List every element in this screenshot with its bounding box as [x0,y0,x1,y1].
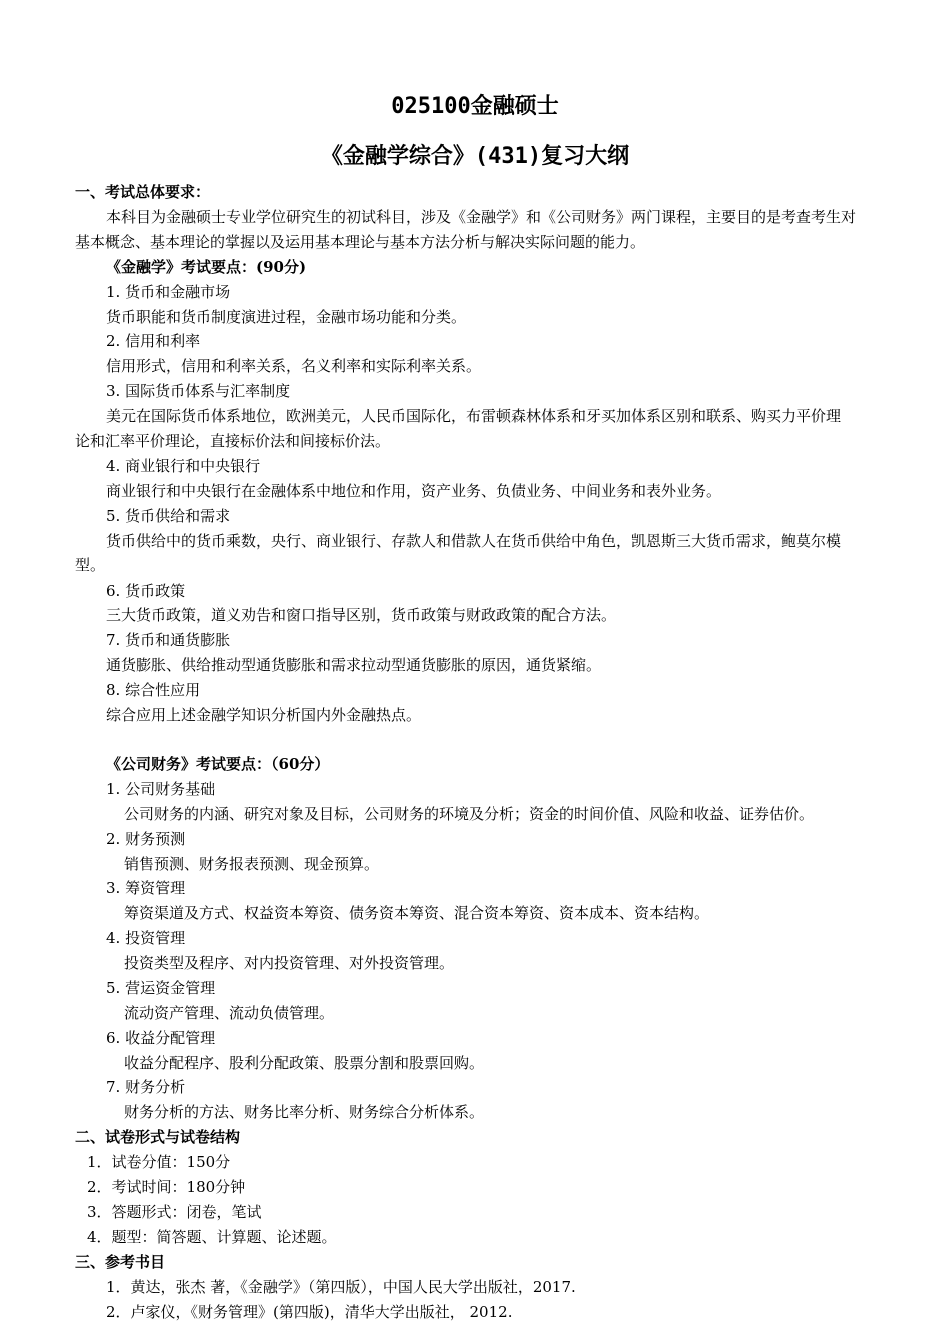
finance-item-title: 1. 货币和金融市场 [106,283,231,301]
reference-item: 2．卢家仪，《财务管理》(第四版)，清华大学出版社， 2012. [106,1303,513,1321]
section-heading-exam-format: 二、试卷形式与试卷结构 [75,1128,241,1146]
doc-title: 《金融学综合》(431)复习大纲 [320,144,630,169]
reference-item: 1．黄达，张杰 著，《金融学》（第四版），中国人民大学出版社，2017. [106,1278,576,1296]
doc-title-code: 025100金融硕士 [391,94,559,119]
corp-item-title: 6. 收益分配管理 [106,1029,216,1047]
finance-item-desc-cont: 论和汇率平价理论，直接标价法和间接标价法。 [75,432,391,450]
finance-item-desc: 商业银行和中央银行在金融体系中地位和作用，资产业务、负债业务、中间业务和表外业务。 [106,482,722,500]
finance-item-title: 2. 信用和利率 [106,332,201,350]
finance-item-desc: 三大货币政策，道义劝告和窗口指导区别，货币政策与财政政策的配合方法。 [106,606,617,624]
section-heading-references: 三、参考书目 [75,1253,166,1271]
finance-item-desc: 通货膨胀、供给推动型通货膨胀和需求拉动型通货膨胀的原因，通货紧缩。 [106,656,602,674]
finance-item-title: 6. 货币政策 [106,582,186,600]
corp-item-title: 4. 投资管理 [106,929,186,947]
corp-item-desc: 收益分配程序、股利分配政策、股票分割和股票回购。 [124,1054,485,1072]
corp-item-title: 2. 财务预测 [106,830,186,848]
finance-item-title: 3. 国际货币体系与汇率制度 [106,382,291,400]
exam-format-item: 1．试卷分值：150分 [87,1153,231,1171]
intro-line-2: 基本概念、基本理论的掌握以及运用基本理论与基本方法分析与解决实际问题的能力。 [75,233,646,251]
exam-format-item: 2．考试时间：180分钟 [87,1178,246,1196]
finance-item-title: 8. 综合性应用 [106,681,201,699]
corp-item-desc: 筹资渠道及方式、权益资本筹资、债务资本筹资、混合资本筹资、资本成本、资本结构。 [124,904,710,922]
corp-finance-heading: 《公司财务》考试要点：（60分） [106,755,330,773]
corp-item-title: 1. 公司财务基础 [106,780,216,798]
corp-item-desc: 财务分析的方法、财务比率分析、财务综合分析体系。 [124,1103,485,1121]
corp-item-title: 3. 筹资管理 [106,879,186,897]
corp-item-desc: 销售预测、财务报表预测、现金预算。 [124,855,380,873]
exam-format-item: 3．答题形式：闭卷，笔试 [87,1203,262,1221]
finance-heading: 《金融学》考试要点：(90分) [106,258,307,276]
finance-item-title: 7. 货币和通货膨胀 [106,631,231,649]
finance-item-title: 4. 商业银行和中央银行 [106,457,261,475]
corp-item-title: 5. 营运资金管理 [106,979,216,997]
finance-item-title: 5. 货币供给和需求 [106,507,231,525]
corp-item-desc: 流动资产管理、流动负债管理。 [124,1004,335,1022]
corp-item-desc: 公司财务的内涵、研究对象及目标，公司财务的环境及分析；资金的时间价值、风险和收益、证券估价。 [124,805,815,823]
finance-item-desc: 综合应用上述金融学知识分析国内外金融热点。 [106,706,422,724]
corp-item-title: 7. 财务分析 [106,1078,186,1096]
finance-item-desc: 货币职能和货币制度演进过程，金融市场功能和分类。 [106,308,467,326]
finance-item-desc-cont: 型。 [75,556,106,574]
finance-item-desc: 美元在国际货币体系地位，欧洲美元，人民币国际化，布雷顿森林体系和牙买加体系区别和联系、购买力平价理 [106,407,842,425]
intro-line-1: 本科目为金融硕士专业学位研究生的初试科目，涉及《金融学》和《公司财务》两门课程，主要目的是考查考生对 [106,208,857,226]
finance-item-desc: 货币供给中的货币乘数，央行、商业银行、存款人和借款人在货币供给中角色，凯恩斯三大货币需求，鲍莫尔模 [106,532,842,550]
finance-item-desc: 信用形式，信用和利率关系，名义利率和实际利率关系。 [106,357,482,375]
exam-format-item: 4．题型：简答题、计算题、论述题。 [87,1228,337,1246]
section-heading-requirements: 一、考试总体要求： [75,183,211,201]
corp-item-desc: 投资类型及程序、对内投资管理、对外投资管理。 [124,954,455,972]
